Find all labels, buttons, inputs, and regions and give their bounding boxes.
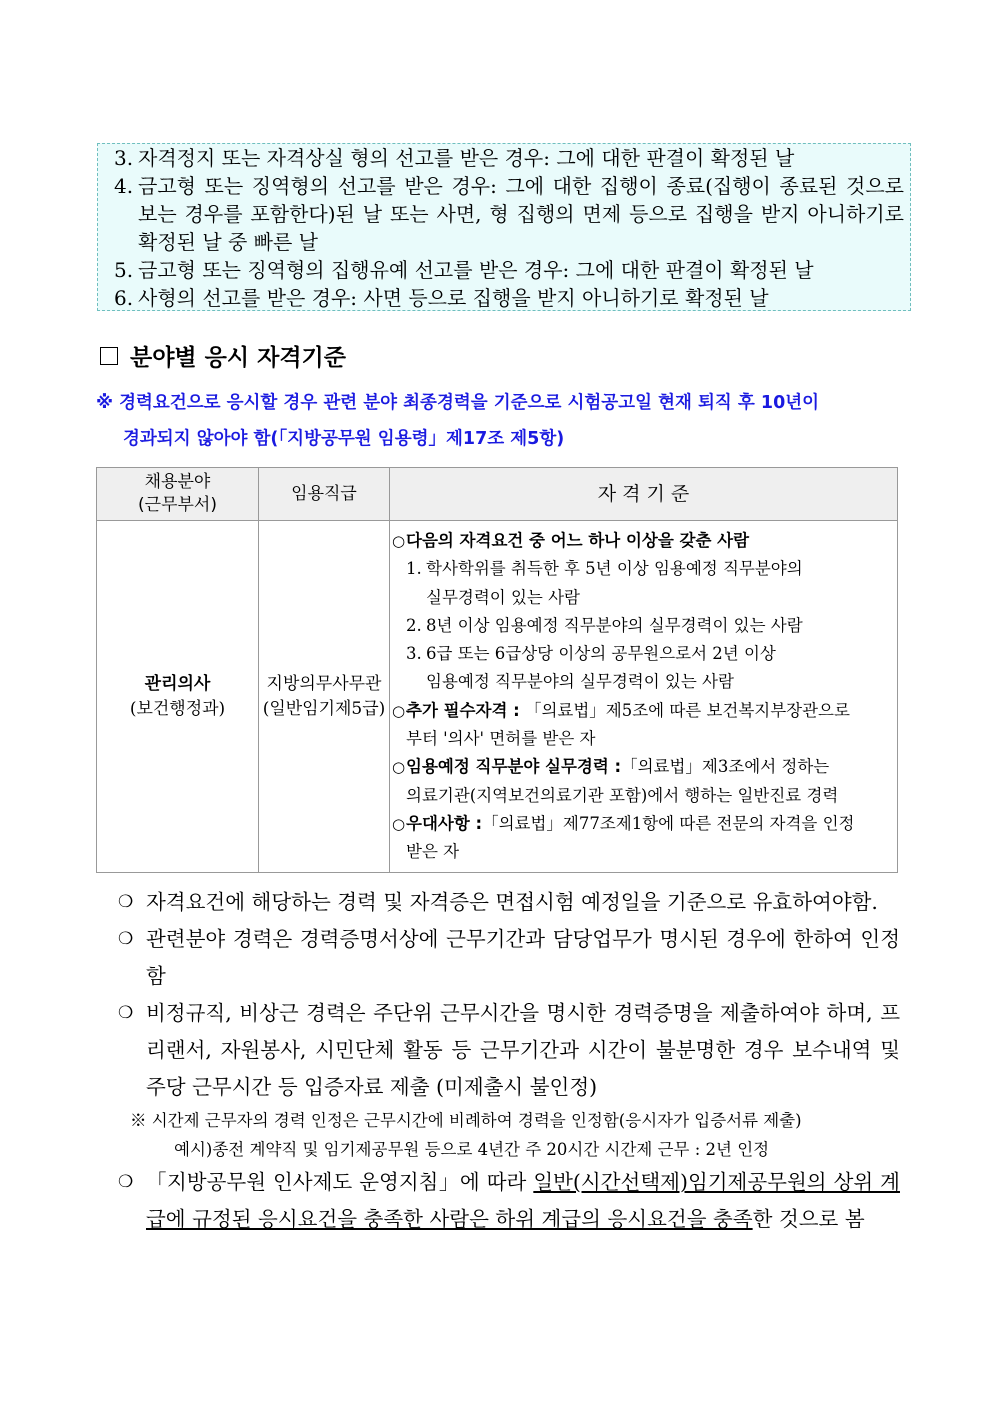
criteria-main-text: 다음의 자격요건 중 어느 하나 이상을 갖춘 사람 <box>406 531 750 550</box>
extra-label: 추가 필수자격 : <box>406 700 520 720</box>
criteria-sub-item <box>392 612 891 640</box>
note-text: 자격요건에 해당하는 경력 및 자격증은 면접시험 예정일을 기준으로 유효하여야함. <box>146 890 878 914</box>
preference-text-cont: 받은 자 <box>406 842 460 862</box>
header-grade <box>259 468 390 521</box>
circle-bullet-icon: ○ <box>392 701 406 720</box>
note-text: 관련분야 경력은 경력증명서상에 근무기간과 담당업무가 명시된 경우에 한하여 인정함 <box>146 927 900 988</box>
preference-label: 우대사항 : <box>406 813 483 833</box>
circle-bullet-icon: ○ <box>392 532 406 550</box>
note-item <box>118 995 900 1106</box>
criteria-main <box>392 527 891 555</box>
square-bullet-icon <box>100 347 118 365</box>
notice-line: ※ 경력요건으로 응시할 경우 관련 분야 최종경력을 기준으로 시험공고일 현재 퇴직 후 10년이 <box>96 393 820 413</box>
sub-number: 1. <box>406 559 422 579</box>
circle-bullet-icon: ❍ <box>118 892 134 912</box>
sub-number: 3. <box>406 644 422 664</box>
header-label: 자 격 기 준 <box>597 482 690 505</box>
header-criteria <box>390 468 898 521</box>
criteria-preference <box>392 810 891 838</box>
sub-number: 2. <box>406 615 422 635</box>
department-name: (보건행정과) <box>129 698 226 719</box>
circle-bullet-icon: ❍ <box>118 1172 134 1192</box>
grade-cell <box>259 521 390 873</box>
notice-text <box>96 385 906 457</box>
note-item <box>118 884 900 921</box>
item-text: 금고형 또는 징역형의 선고를 받은 경우: 그에 대한 집행이 종료(집행이 종료된 것으로 보는 경우를 포함한다)된 날 또는 사면, 형 집행의 면제 등으로 집행을 받지 아니하기로 확정된 날 중 빠른 날 <box>138 174 904 254</box>
field-cell <box>97 521 259 873</box>
criteria-extra <box>392 697 891 725</box>
item-text: 금고형 또는 징역형의 집행유예 선고를 받은 경우: 그에 대한 판결이 확정된 날 <box>138 258 814 282</box>
sub-text: 6급 또는 6급상당 이상의 공무원으로서 2년 이상 <box>426 644 776 664</box>
note-item <box>118 1164 900 1238</box>
list-item <box>114 144 904 172</box>
circle-bullet-icon: ❍ <box>118 929 134 949</box>
extra-text-cont: 부터 '의사' 면허를 받은 자 <box>406 729 596 749</box>
sub-text-cont: 실무경력이 있는 사람 <box>426 587 580 607</box>
extra-text: 「의료법」제5조에 따른 보건복지부장관으로 <box>524 700 850 720</box>
table-header-row <box>97 468 898 521</box>
list-item <box>114 256 904 284</box>
criteria-career <box>392 753 891 781</box>
list-item <box>114 284 904 312</box>
example-note: 예시)종전 계약직 및 임기제공무원 등으로 4년간 주 20시간 시간제 근무 : 2년 인정 <box>174 1140 770 1159</box>
reference-note: ※ 시간제 근무자의 경력 인정은 근무시간에 비례하여 경력을 인정함(응시자가 입증서류 제출) <box>130 1111 802 1130</box>
criteria-sub-item <box>392 555 891 583</box>
grade-type: (일반임기제5급) <box>262 698 386 719</box>
item-number: 5. <box>114 258 134 282</box>
preference-text: 「의료법」제77조제1항에 따른 전문의 자격을 인정 <box>482 813 855 833</box>
notice-line: 경과되지 않아야 함(「지방공무원 임용령」제17조 제5항) <box>123 429 565 449</box>
grade-name: 지방의무사무관 <box>266 673 382 694</box>
circle-bullet-icon: ❍ <box>118 1003 134 1023</box>
note-text: 「지방공무원 인사제도 운영지침」에 따라 <box>146 1170 534 1194</box>
career-text: 「의료법」제3조에서 정하는 <box>621 757 830 777</box>
note-item <box>118 921 900 995</box>
criteria-sub-item <box>392 640 891 668</box>
disqualification-period-box <box>97 143 911 311</box>
item-number: 6. <box>114 286 134 310</box>
notes-list <box>118 884 900 1238</box>
section-title: 분야별 응시 자격기준 <box>130 345 346 371</box>
career-label: 임용예정 직무분야 실무경력 : <box>406 757 622 777</box>
section-heading <box>100 339 346 372</box>
item-number: 3. <box>114 146 134 170</box>
header-label: 채용분야 <box>144 472 211 492</box>
header-label: 임용직급 <box>291 483 357 504</box>
sub-text: 8년 이상 임용예정 직무분야의 실무경력이 있는 사람 <box>426 615 803 635</box>
criteria-cell <box>390 521 898 873</box>
sub-text: 학사학위를 취득한 후 5년 이상 임용예정 직무분야의 <box>426 559 803 579</box>
career-text-cont: 의료기관(지역보건의료기관 포함)에서 행하는 일반진료 경력 <box>406 785 839 805</box>
note-text: 비정규직, 비상근 경력은 주단위 근무시간을 명시한 경력증명을 제출하여야 하며, 프리랜서, 자원봉사, 시민단체 활동 등 근무기간과 시간이 불분명한 경우 보수내역 및 주당 근무시간 등 입증자료 제출 (미제출시 불인정) <box>146 1001 900 1099</box>
header-label: (근무부서) <box>138 495 217 515</box>
sub-text-cont: 임용예정 직무분야의 실무경력이 있는 사람 <box>426 672 734 692</box>
list-item <box>114 172 904 256</box>
note-text: 한 것으로 봄 <box>752 1207 865 1231</box>
circle-bullet-icon: ○ <box>392 758 406 777</box>
underlined-text: 일반(시간선택제)임기제공무원의 상위 계급에 규정된 응시요건을 충족한 사람은 하위 계급의 응시요건을 충족 <box>146 1170 900 1231</box>
qualification-table <box>96 467 898 873</box>
item-number: 4. <box>114 174 134 198</box>
item-text: 사형의 선고를 받은 경우: 사면 등으로 집행을 받지 아니하기로 확정된 날 <box>138 286 769 310</box>
item-text: 자격정지 또는 자격상실 형의 선고를 받은 경우: 그에 대한 판결이 확정된 날 <box>138 146 795 170</box>
field-name: 관리의사 <box>144 673 211 694</box>
header-field <box>97 468 259 521</box>
table-row <box>97 521 898 873</box>
circle-bullet-icon: ○ <box>392 814 406 833</box>
